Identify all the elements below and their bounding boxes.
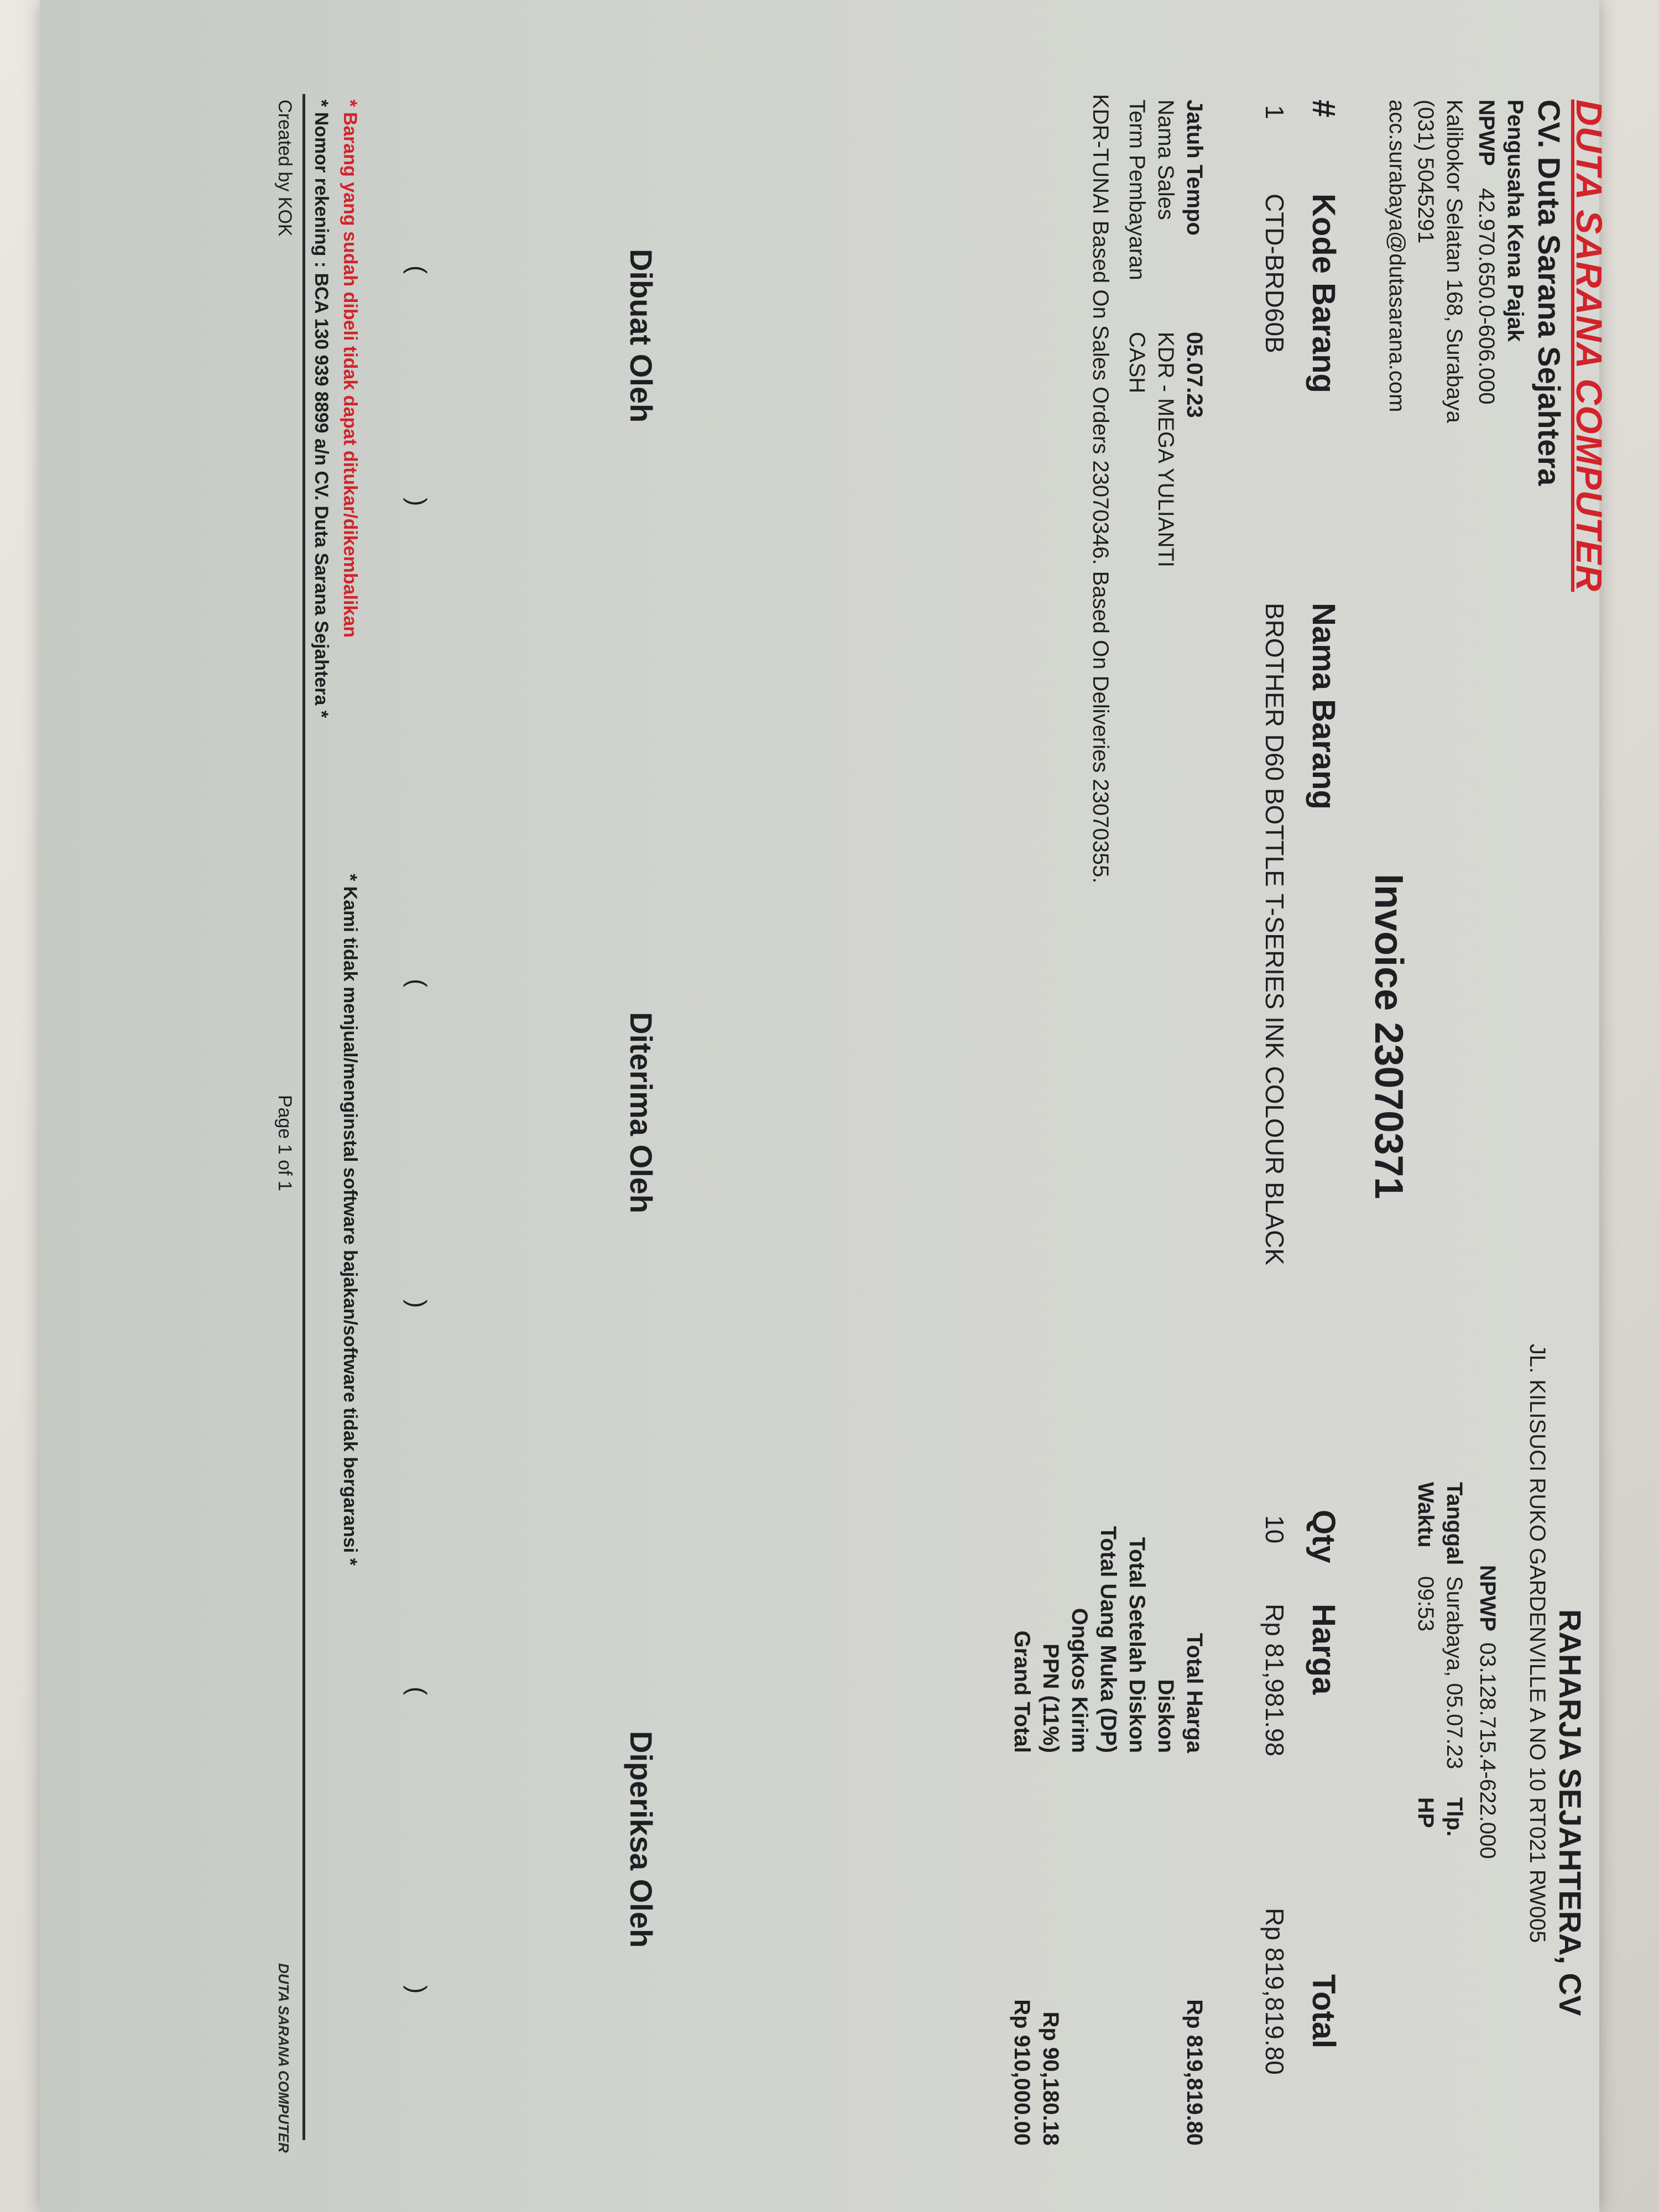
company-address: Kalibokor Selatan 168, Surabaya	[1442, 100, 1467, 423]
tax-status: Pengusaha Kena Pajak	[1503, 100, 1527, 342]
footer-divider	[302, 94, 305, 2140]
total-uang-muka-label: Total Uang Muka (DP)	[1096, 1526, 1120, 1753]
term-value: CASH	[1125, 332, 1149, 394]
total-setelah-diskon-label: Total Setelah Diskon	[1125, 1537, 1149, 1753]
company-email: acc.surabaya@dutasarana.com	[1385, 100, 1409, 413]
row-kode: CTD-BRD60B	[1260, 194, 1289, 353]
sales-note: KDR-TUNAI Based On Sales Orders 23070346. Based On Deliveries 23070355.	[1088, 94, 1113, 884]
row-total: Rp 819,819.80	[1260, 1908, 1289, 2075]
row-harga: Rp 81,981.98	[1260, 1604, 1289, 1757]
jatuh-tempo-value: 05.07.23	[1182, 332, 1207, 418]
hp-label: HP	[1413, 1797, 1438, 1828]
company-npwp-label: NPWP	[1474, 100, 1499, 166]
customer-name: RAHARJA SEJAHTERA, CV	[1553, 1609, 1588, 2016]
diterima-open-paren: (	[403, 979, 432, 988]
tanggal-value: Surabaya, 05.07.23	[1442, 1576, 1467, 1770]
col-header-harga: Harga	[1306, 1604, 1342, 1695]
diperiksa-open-paren: (	[403, 1687, 432, 1695]
invoice-page	[84, 28, 1632, 2184]
company-npwp-value: 42.970.650.0-606.000	[1474, 188, 1499, 405]
waktu-value: 09:53	[1413, 1576, 1438, 1632]
col-header-total: Total	[1306, 1974, 1342, 2049]
total-harga-value: Rp 819,819.80	[1182, 1999, 1207, 2146]
customer-address: JL. KILISUCI RUKO GARDENVILLE A NO 10 RT021 RW005	[1525, 1344, 1550, 1943]
footer-logo: DUTA SARANA COMPUTER	[275, 1963, 292, 2153]
footer-page-number: Page 1 of 1	[274, 1095, 295, 1191]
dibuat-open-paren: (	[403, 265, 432, 274]
dibuat-oleh-label: Dibuat Oleh	[624, 249, 659, 423]
customer-npwp-value: 03.128.715.4-622.000	[1475, 1642, 1500, 1859]
grand-total-value: Rp 910,000.00	[1010, 1999, 1034, 2146]
row-qty: 10	[1260, 1515, 1289, 1544]
company-phone: (031) 5045291	[1413, 100, 1438, 244]
footer-warning: * Barang yang sudah dibeli tidak dapat ditukar/dikembalikan	[340, 100, 361, 638]
ongkos-kirim-label: Ongkos Kirim	[1067, 1608, 1092, 1753]
col-header-no: #	[1306, 100, 1342, 118]
footer-created-by: Created by KOK	[274, 100, 295, 237]
invoice-title: Invoice 23070371	[1366, 874, 1411, 1199]
footer-software-note: * Kami tidak menjual/menginstal software bajakan/software tidak bergaransi *	[340, 874, 361, 1566]
waktu-label: Waktu	[1413, 1482, 1438, 1548]
ppn-value: Rp 90,180.18	[1039, 2011, 1063, 2146]
dibuat-close-paren: )	[403, 498, 432, 507]
col-header-qty: Qty	[1306, 1510, 1342, 1563]
diterima-close-paren: )	[403, 1300, 432, 1308]
nama-sales-label: Nama Sales	[1154, 100, 1178, 220]
diperiksa-oleh-label: Diperiksa Oleh	[624, 1731, 659, 1948]
ppn-label: PPN (11%)	[1039, 1644, 1063, 1753]
col-header-nama: Nama Barang	[1306, 603, 1342, 810]
tanggal-label: Tanggal	[1442, 1482, 1467, 1566]
diskon-label: Diskon	[1154, 1679, 1178, 1753]
company-name: CV. Duta Sarana Sejahtera	[1532, 100, 1567, 486]
company-logo: DUTA SARANA COMPUTER	[1569, 100, 1610, 592]
invoice-paper	[40, 0, 1610, 2212]
col-header-kode: Kode Barang	[1306, 194, 1342, 393]
row-nama: BROTHER D60 BOTTLE T-SERIES INK COLOUR BLACK	[1260, 603, 1289, 1265]
diperiksa-close-paren: )	[403, 1985, 432, 1994]
row-number: 1	[1260, 105, 1289, 119]
grand-total-label: Grand Total	[1010, 1630, 1034, 1753]
jatuh-tempo-label: Jatuh Tempo	[1182, 100, 1207, 236]
term-label: Term Pembayaran	[1125, 100, 1149, 280]
tlp-label: Tlp.	[1442, 1797, 1467, 1837]
footer-rekening: * Nomor rekening : BCA 130 939 8899 a/n CV. Duta Sarana Sejahtera *	[311, 100, 332, 718]
total-harga-label: Total Harga	[1182, 1632, 1207, 1753]
nama-sales-value: KDR - MEGA YULIANTI	[1154, 332, 1178, 568]
diterima-oleh-label: Diterima Oleh	[624, 1012, 659, 1214]
customer-npwp-label: NPWP	[1475, 1565, 1500, 1631]
